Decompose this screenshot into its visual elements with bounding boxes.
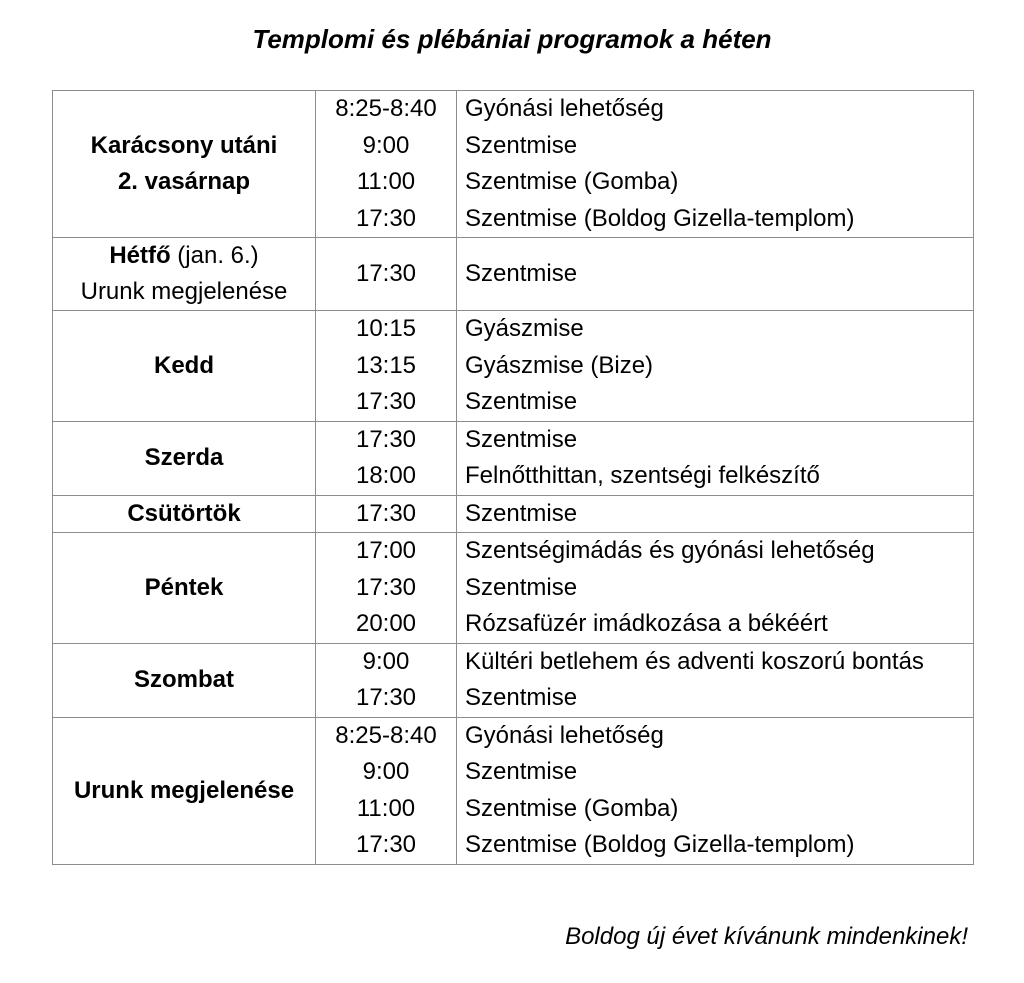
day-name-bold: Kedd	[154, 351, 214, 379]
event-name: Szentmise	[465, 425, 578, 453]
event-name: Szentmise	[465, 684, 578, 711]
event-name: Felnőtthittan, szentségi felkészítő	[465, 462, 820, 489]
time-cell	[316, 717, 457, 864]
day-subtitle: 2. vasárnap	[117, 168, 251, 195]
event-name: Szentmise (Gomba)	[465, 168, 679, 195]
event-name: Szentmise	[465, 388, 578, 415]
day-label-cell	[53, 311, 316, 422]
event-name: Szentmise	[465, 573, 578, 601]
day-row	[53, 643, 974, 717]
day-date: (jan. 6.)	[170, 242, 259, 269]
day-name	[53, 570, 315, 606]
day-label-cell	[53, 91, 316, 238]
event-cell	[457, 533, 974, 644]
event-name: Rózsafüzér imádkozása a békéért	[465, 610, 828, 637]
day-label-cell	[53, 421, 316, 495]
day-name-bold: Szerda	[144, 444, 224, 471]
footer-greeting: Boldog új évet kívánunk mindenkinek!	[565, 923, 968, 950]
event-time: 11:00	[356, 794, 416, 822]
event-cell	[457, 311, 974, 422]
event-name: Szentmise	[465, 131, 578, 159]
schedule-body	[53, 91, 974, 865]
schedule-table	[52, 90, 974, 865]
time-cell	[316, 533, 457, 644]
time-cell	[316, 643, 457, 717]
time-cell	[316, 495, 457, 533]
time-cell	[316, 238, 457, 311]
time-cell	[316, 311, 457, 422]
event-name: Szentmise (Boldog Gizella-templom)	[465, 204, 855, 232]
day-name-bold: Csütörtök	[127, 499, 241, 527]
day-name	[53, 440, 315, 476]
day-name	[53, 662, 315, 698]
event-time: 13:15	[355, 351, 417, 379]
page-title: Templomi és plébániai programok a héten	[252, 24, 772, 54]
day-row	[53, 238, 974, 311]
day-name-bold: Urunk megjelenése	[73, 776, 295, 804]
day-name-bold: Szombat	[133, 666, 234, 693]
event-cell	[457, 717, 974, 864]
day-label-cell	[53, 238, 316, 311]
day-label-cell	[53, 533, 316, 644]
event-time: 17:30	[355, 573, 417, 601]
day-label-cell	[53, 495, 316, 533]
day-row	[53, 717, 974, 864]
day-row	[53, 91, 974, 238]
event-name: Szentmise	[465, 259, 578, 287]
event-time: 10:15	[355, 315, 417, 342]
event-time: 20:00	[355, 610, 417, 637]
day-subtitle: Urunk megjelenése	[80, 278, 288, 305]
day-name	[53, 348, 315, 384]
event-time: 17:30	[355, 388, 417, 415]
event-cell	[457, 643, 974, 717]
day-row	[53, 495, 974, 533]
event-time: 9:00	[362, 647, 410, 675]
event-name: Kültéri betlehem és adventi koszorú bontás	[465, 647, 924, 675]
event-time: 9:00	[362, 758, 410, 785]
event-name: Szentmise (Boldog Gizella-templom)	[465, 831, 855, 858]
day-name	[53, 128, 315, 164]
day-row	[53, 533, 974, 644]
event-time: 11:00	[356, 168, 416, 195]
event-name: Szentmise	[465, 499, 578, 527]
event-time: 9:00	[362, 131, 410, 159]
day-name-bold: Péntek	[144, 573, 224, 601]
day-name	[53, 496, 315, 532]
event-time: 17:30	[355, 425, 417, 453]
event-cell	[457, 238, 974, 311]
event-time: 8:25-8:40	[335, 95, 437, 122]
event-name: Szentségimádás és gyónási lehetőség	[465, 537, 875, 564]
event-time: 18:00	[355, 462, 417, 489]
event-cell	[457, 91, 974, 238]
event-time: 17:30	[355, 259, 417, 287]
event-name: Gyónási lehetőség	[465, 721, 664, 749]
day-row	[53, 311, 974, 422]
event-time: 17:30	[355, 204, 417, 232]
event-cell	[457, 421, 974, 495]
day-label-cell	[53, 643, 316, 717]
day-row	[53, 421, 974, 495]
event-time: 17:30	[355, 684, 417, 711]
day-name	[53, 773, 315, 809]
event-time: 17:00	[355, 537, 417, 564]
event-name: Gyászmise (Bize)	[465, 351, 654, 379]
day-name-bold: Hétfő	[109, 242, 171, 269]
event-time: 8:25-8:40	[335, 721, 437, 749]
event-time: 17:30	[355, 499, 417, 527]
event-name: Gyászmise	[465, 315, 584, 342]
day-label-cell	[53, 717, 316, 864]
event-name: Szentmise	[465, 758, 578, 785]
event-name: Gyónási lehetőség	[465, 95, 664, 122]
time-cell	[316, 421, 457, 495]
day-name-bold: Karácsony utáni	[90, 132, 278, 159]
day-name	[53, 238, 315, 274]
event-name: Szentmise (Gomba)	[465, 794, 679, 822]
event-cell	[457, 495, 974, 533]
event-time: 17:30	[355, 831, 417, 858]
time-cell	[316, 91, 457, 238]
